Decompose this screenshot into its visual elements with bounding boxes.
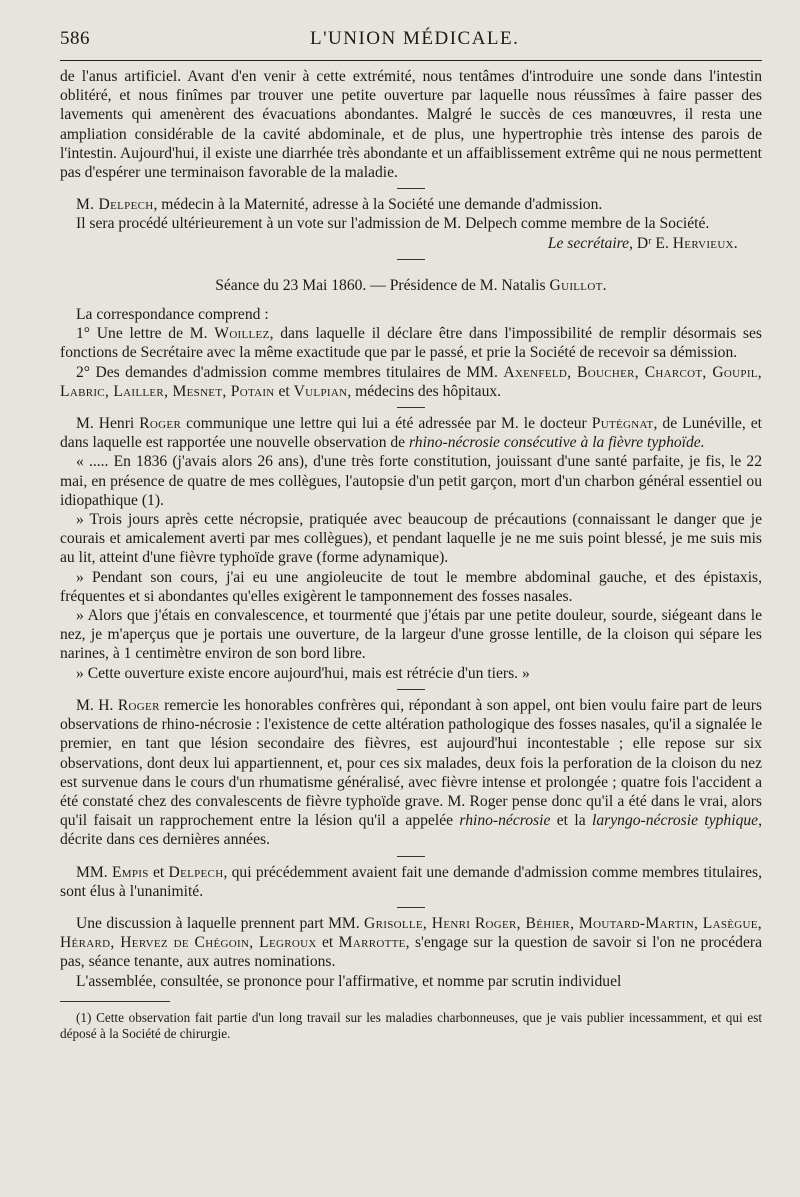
- paragraph-case-end: de l'anus artificiel. Avant d'en venir à cette extrémité, nous tentâmes d'introduire une sonde dans l'intestin oblitéré, et nous finîmes par trouver une petite ouverture par laquelle nous réussîmes à faire passer des lavements qui amenèrent des évacuations abondantes. Malgré le succès de ces manœuvres, il resta une ampliation considérable de la cavité abdominale, et de plus, une hypertrophie très intense des parois de l'intestin. Aujourd'hui, il existe une diarrhée très abondante et un affaiblissement extrême qui ne nous permettent pas d'espérer une terminaison favorable de la maladie.: [60, 68, 762, 182]
- putegnat-name: Putégnat: [591, 415, 654, 433]
- item2-last: Vulpian: [293, 382, 348, 400]
- journal-title: L'UNION MÉDICALE.: [310, 28, 520, 49]
- session-text: Séance du 23 Mai 1860. — Présidence de M. Natalis: [215, 276, 550, 294]
- reply-italic-1: rhino-nécrosie: [459, 812, 551, 830]
- page-number: 586: [60, 28, 90, 49]
- secretary-signature: [60, 234, 762, 253]
- signature-name: Hervieux.: [672, 234, 738, 252]
- quote-paragraph-2: » Trois jours après cette nécropsie, pratiquée avec beaucoup de précautions (connaissant le danger que je courais et amicalement averti par mes collègues), et pendant laquelle je ne me suis point blessé, je me suis mis au lit, atteint d'une fièvre typhoïde grave (forme adynamique).: [60, 511, 762, 567]
- election-pre: MM.: [76, 863, 112, 881]
- correspondence-item-2: [60, 363, 762, 401]
- signature-prefix: , Dʳ E.: [629, 234, 673, 252]
- item1-post: , dans laquelle il déclare être dans l'impossibilité de remplir désormais ses fonctions de Secrétaire avec la même exactitude que par le passé, et prie la Société de recevoir sa démission.: [60, 325, 762, 362]
- item2-mid: et: [274, 382, 294, 400]
- discussion-last: Marrotte: [338, 934, 406, 952]
- discussion-et: et: [316, 934, 339, 952]
- discussion-names: Grisolle, Henri Roger, Béhier, Moutard-Martin, Lasègue, Hérard, Hervez de Chégoin, Legroux: [60, 914, 762, 952]
- election-delpech: Delpech: [168, 863, 224, 881]
- reply-and: et la: [550, 812, 593, 830]
- footnote-rule: [60, 1001, 170, 1002]
- paragraph-delpech-request: [60, 195, 762, 214]
- quote-paragraph-1: « ..... En 1836 (j'avais alors 26 ans), d'une très forte constitution, jouissant d'une santé parfaite, je fis, le 22 mai, en présence de quatre de mes collègues, l'autopsie d'un petit garçon, mort d'un charbon général essentiel ou idiopathique (1).: [60, 453, 762, 509]
- quote-paragraph-3: » Pendant son cours, j'ai eu une angioleucite de tout le membre abdominal gauche, et des épistaxis, fréquentes et si abondantes qu'elles exigèrent le tamponnement des fosses nasales.: [60, 568, 762, 605]
- footnote: (1) Cette observation fait partie d'un long travail sur les maladies charbonneuses, que je vais publier incessamment, et qui est déposé à la Société de chirurgie.: [60, 1009, 762, 1041]
- election-et: et: [148, 863, 169, 881]
- reply-text: remercie les honorables confrères qui, répondant à son appel, ont bien voulu faire part de leurs observations de rhino-nécrosie : l'existence de cette altération pathologique des fosses nasales, qu'il a signalée le premier, en tant que lésion secondaire des fièvres, est aujourd'hui incontestable ; elle repose sur six observations, dont deux lui appartiennent, et, pour ces six malades, deux fois la perforation de la cloison du nez est survenue dans le cours d'un rhumatisme généralisé, avec fièvre intense et prolongée ; quatre fois l'accident a été constaté chez des convalescents de fièvre typhoïde grave. M. Roger pense donc qu'il a été dans le vrai, alors qu'il faisait un rapprochement entre la lésion qu'il a appelée: [60, 696, 762, 830]
- quote-paragraph-5: » Cette ouverture existe encore aujourd'hui, mais est rétrécie d'un tiers. »: [76, 664, 530, 682]
- separator-rule: [397, 259, 425, 260]
- discussion-pre: Une discussion à laquelle prennent part MM.: [76, 914, 365, 932]
- paragraph-assembly: L'assemblée, consultée, se prononce pour l'affirmative, et nomme par scrutin individuel: [76, 972, 622, 990]
- roger-post: , de Lunéville, et dans laquelle est rapportée une nouvelle observation de: [60, 415, 762, 452]
- correspondence-intro: La correspondance comprend :: [76, 306, 269, 324]
- separator-rule: [397, 689, 425, 690]
- header-rule: [60, 60, 762, 61]
- paragraph-election: [60, 863, 762, 901]
- roger-italic: rhino-nécrosie consécutive à la fièvre typhoïde.: [409, 434, 705, 452]
- roger-mid: communique une lettre qui lui a été adressée par M. le docteur: [181, 415, 592, 433]
- item2-names: Axenfeld, Boucher, Charcot, Goupil, Labric, Lailler, Mesnet, Potain: [60, 363, 762, 400]
- quote-paragraph-4: » Alors que j'étais en convalescence, et tourmenté que j'étais par une petite douleur, sourde, siégeant dans le nez, je m'aperçus que je portais une ouverture, de la largeur d'une grosse lentille, de la cloison qui sépare les narines, à 1 centimètre environ de son bord libre.: [60, 607, 762, 663]
- separator-rule: [397, 188, 425, 189]
- session-heading: [60, 276, 762, 295]
- item1-pre: 1° Une lettre de M.: [76, 325, 215, 343]
- paragraph-roger-reply: [60, 696, 762, 850]
- item2-post: , médecins des hôpitaux.: [347, 382, 502, 400]
- discussion-post: , s'engage sur la question de savoir si l'on ne procédera pas, séance tenante, aux autres nominations.: [60, 934, 762, 971]
- delpech-name: M. Delpech: [76, 196, 154, 214]
- body-text: [60, 67, 762, 1042]
- paragraph-discussion: [60, 914, 762, 972]
- item2-pre: 2° Des demandes d'admission comme membres titulaires de MM.: [76, 363, 504, 381]
- reply-pre: M. H.: [76, 696, 118, 714]
- reply-end: , décrite dans ces dernières années.: [60, 812, 762, 849]
- roger-name: Roger: [139, 415, 182, 433]
- reply-italic-2: laryngo-nécrosie typhique: [592, 812, 759, 830]
- reply-roger: Roger: [117, 696, 160, 714]
- separator-rule: [397, 907, 425, 908]
- roger-pre: M. Henri: [76, 415, 140, 433]
- item1-name: Woillez: [214, 325, 270, 343]
- election-empis: Empis: [111, 863, 149, 881]
- election-post: , qui précédemment avaient fait une demande d'admission comme membres titulaires, sont élus à l'unanimité.: [60, 863, 762, 900]
- session-president: Guillot.: [549, 276, 607, 294]
- signature-role: Le secrétaire: [547, 234, 630, 252]
- delpech-text: , médecin à la Maternité, adresse à la Société une demande d'admission.: [153, 196, 603, 214]
- paragraph-delpech-vote: Il sera procédé ultérieurement à un vote sur l'admission de M. Delpech comme membre de la Société.: [76, 215, 710, 233]
- correspondence-item-1: [60, 324, 762, 362]
- separator-rule: [397, 407, 425, 408]
- separator-rule: [397, 856, 425, 857]
- paragraph-roger-letter: [60, 414, 762, 452]
- running-head: [60, 24, 762, 60]
